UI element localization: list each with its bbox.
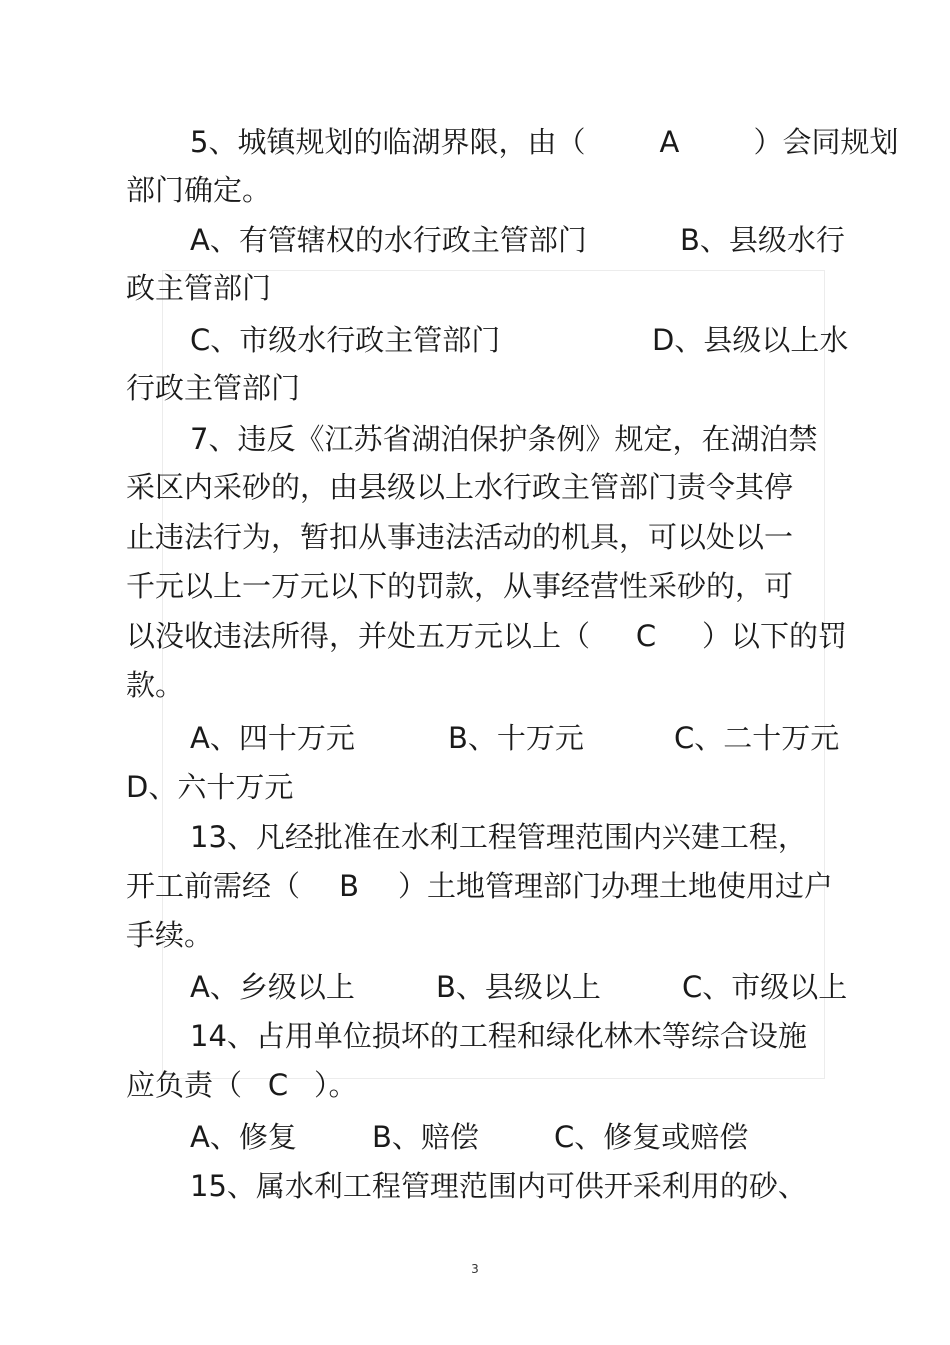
question-13-line-1: 13、凡经批准在水利工程管理范围内兴建工程， — [190, 820, 807, 854]
question-14-answer: C — [267, 1068, 289, 1102]
question-7-line-5: 以没收违法所得，并处五万元以上（ C ）以下的罚 — [126, 616, 847, 656]
question-13-line-3: 手续。 — [126, 918, 214, 952]
question-13-answer: B — [339, 869, 359, 903]
option-c: C、修复或赔偿 — [554, 1120, 749, 1154]
question-5-options-line-2: 政主管部门 — [126, 271, 272, 305]
option-b: B、赔偿 — [372, 1120, 479, 1154]
question-13-line-2: 开工前需经（ B ）土地管理部门办理土地使用过户 — [126, 866, 833, 906]
page-number: 3 — [471, 1262, 479, 1276]
option-c: C、市级以上 — [682, 970, 848, 1004]
question-7-line-1: 7、违反《江苏省湖泊保护条例》规定，在湖泊禁 — [190, 422, 818, 456]
question-14-line-1: 14、占用单位损坏的工程和绿化林木等综合设施 — [190, 1019, 807, 1053]
option-b: B、县级水行 — [680, 223, 845, 257]
question-7-answer: C — [635, 619, 657, 653]
option-a: A、四十万元 — [190, 721, 355, 755]
question-5-answer: A — [659, 125, 680, 159]
question-7-line-3: 止违法行为，暂扣从事违法活动的机具，可以处以一 — [126, 520, 794, 554]
question-5-options-line-3 — [190, 320, 848, 360]
question-7-line-6: 款。 — [126, 668, 185, 702]
question-5-options-line-4: 行政主管部门 — [126, 371, 301, 405]
option-b: B、县级以上 — [436, 970, 601, 1004]
option-a: A、修复 — [190, 1120, 297, 1154]
option-d: D、县级以上水 — [652, 323, 849, 357]
question-5-options-line-1 — [190, 220, 845, 260]
question-7-line-2: 采区内采砂的，由县级以上水行政主管部门责令其停 — [126, 470, 794, 504]
question-14-options-line-1 — [190, 1117, 748, 1157]
question-5-line-2: 部门确定。 — [126, 173, 272, 207]
question-13-options-line-1 — [190, 967, 847, 1007]
option-c: C、二十万元 — [674, 721, 840, 755]
option-a: A、乡级以上 — [190, 970, 355, 1004]
question-14-line-2: 应负责（ C ）。 — [126, 1065, 358, 1105]
option-c: C、市级水行政主管部门 — [190, 323, 501, 357]
question-7-options-line-2: D、六十万元 — [126, 770, 294, 804]
question-15-line-1: 15、属水利工程管理范围内可供开采利用的砂、 — [190, 1169, 807, 1203]
question-7-options-line-1 — [190, 718, 839, 758]
question-5-line-1: 5、城镇规划的临湖界限，由（ A ）会同规划 — [190, 122, 898, 162]
option-a: A、有管辖权的水行政主管部门 — [190, 223, 587, 257]
option-b: B、十万元 — [448, 721, 584, 755]
question-7-line-4: 千元以上一万元以下的罚款，从事经营性采砂的，可 — [126, 569, 794, 603]
